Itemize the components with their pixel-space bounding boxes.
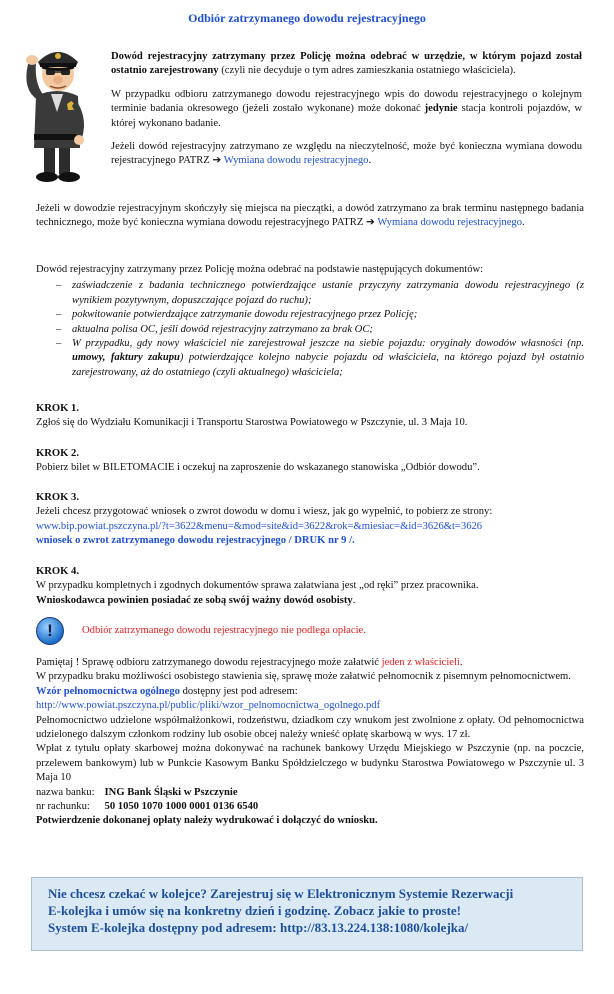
banner-line: E-kolejka i umów się na konkretny dzień i godzinę. Zobacz jakie to proste! [48, 902, 462, 918]
list-item-text: ) potwierdzające kolejno nabycie pojazdu od właściciela, na którego pojazd był ostatnio zarejestrowany, aż do ostatniego (czyli aktualnego) właściciela; [72, 352, 584, 378]
owner-highlight: jeden z właścicieli [381, 657, 460, 668]
list-item-emphasis: umowy, faktury zakupu [72, 352, 180, 364]
proxy-template-link[interactable]: Wzór pełnomocnictwa ogólnego [36, 685, 180, 697]
banner-link-line[interactable]: System E-kolejka dostępny pod adresem: http://83.13.224.138:1080/kolejka/ [48, 919, 469, 935]
step-heading: KROK 2. [36, 448, 79, 459]
punctuation: . [352, 594, 356, 606]
step-1 [36, 402, 584, 431]
stamps-text: Jeżeli w dowodzie rejestracyjnym skończyły się miejsca na pieczątki, a dowód zatrzymano za brak terminu następnego badania technicznego, może być konieczna wymiana dowodu rejestracyjnego PATRZ [36, 203, 584, 229]
documents-lead: Dowód rejestracyjny zatrzymany przez Policję można odebrać na podstawie następujących dokumentów: [36, 264, 484, 275]
dash-bullet: – [56, 323, 62, 335]
bank-value: ING Bank Śląski w Pszczynie [104, 786, 238, 798]
free-of-charge-notice: Odbiór zatrzymanego dowodu rejestracyjnego nie podlega opłacie. [82, 625, 366, 636]
e-queue-banner [31, 877, 583, 951]
intro-text: stacja kontroli pojazdów, w której wykonano badanie. [111, 103, 582, 129]
replacement-link[interactable]: Wymiana dowodu rejestracyjnego [221, 155, 369, 167]
payment-text: Wpłat z tytułu opłaty skarbowej można dokonywać na rachunek bankowy Urzędu Miejskiego w Pszczynie (np. na poczcie, przelewem bankowym) lub w Punkcie Kasowym Banku Spółdzielczego w budynku Starostwa Powiatowego w Pszczynie ul. 3 Maja 10 [36, 743, 584, 784]
step-text: Jeżeli chcesz przygotować wniosek o zwrot dowodu w domu i wiesz, jak go wypełnić, to pobierz ze strony: [36, 506, 493, 518]
proxy-pdf-link[interactable]: http://www.powiat.pszczyna.pl/public/pliki/wzor_pelnomocnictwa_ogolnego.pdf [36, 700, 381, 712]
step-text: Pobierz bilet w BILETOMACIE i oczekuj na zaproszenie do wskazanego stanowiska „Odbiór dowodu”. [36, 462, 480, 474]
cap-badge [55, 53, 61, 59]
intro-text: Jeżeli dowód rejestracyjny zatrzymano ze względu na nieczytelność, może być konieczna wymiana dowodu rejestracyjnego PATRZ [111, 141, 582, 167]
intro-paragraph-1 [111, 50, 582, 79]
dash-bullet: – [56, 309, 62, 321]
exclamation-glyph: ! [47, 621, 53, 640]
step-heading: KROK 1. [36, 403, 79, 414]
account-value: 50 1050 1070 1000 0001 0136 6540 [104, 801, 259, 813]
step-requirement [36, 594, 584, 608]
belt [34, 134, 80, 140]
bank-details [36, 786, 268, 815]
list-item-text: W przypadku, gdy nowy właściciel nie zarejestrował jeszcze na siebie pojazdu: oryginały dowodów własności (np. [72, 338, 584, 350]
documents-list [36, 279, 584, 380]
shoe-right [58, 172, 80, 182]
list-item-text: pokwitowanie potwierdzające zatrzymanie dowodu rejestracyjnego przez Policję; [72, 309, 418, 321]
list-item-text: aktualna polisa OC, jeśli dowód rejestracyjny zatrzymano za brak OC; [72, 323, 373, 335]
punctuation: . [522, 217, 525, 229]
page-title: Odbiór zatrzymanego dowodu rejestracyjnego [188, 11, 426, 25]
arrow-right-icon: ➔ [365, 217, 375, 229]
account-row [36, 800, 268, 814]
list-item [36, 323, 584, 337]
remember-text: Pamiętaj ! Sprawę odbioru zatrzymanego dowodu rejestracyjnego może załatwić [36, 657, 382, 668]
stamp-fee-text: Pełnomocnictwo udzielone współmałżonkowi, rodzeństwu, dziadkom czy wnukom jest zwolnione z opłaty. Od pełnomocnictwa udzielonego dalszym członkom rodziny lub osobie obcej należy wnieść opłatę skarbową w wys. 17 zł. [36, 714, 584, 741]
intro-paragraph-3 [111, 140, 582, 169]
intro-bold-text: Dowód rejestracyjny zatrzymany przez Policję można odebrać w urzędzie, w którym pojazd został ostatnio zarejestrowany [111, 51, 582, 77]
intro-block [111, 50, 582, 169]
remember-text: dostępny jest pod adresem: [179, 685, 298, 697]
form-download-link[interactable]: wniosek o zwrot zatrzymanego dowodu rejestracyjnego / DRUK nr 9 /. [36, 535, 355, 547]
proxy-template-line [36, 685, 584, 699]
nose [53, 76, 63, 84]
intro-emphasis: jedynie [424, 103, 458, 115]
leg-left [44, 144, 55, 174]
remember-line [36, 656, 584, 670]
list-item [36, 279, 584, 308]
resting-hand [74, 135, 84, 145]
banner-line: Nie chcesz czekać w kolejce? Zarejestruj się w Elektronicznym Systemie Rezerwacji [48, 886, 514, 901]
step-text: Zgłoś się do Wydziału Komunikacji i Transportu Starostwa Powiatowego w Pszczynie, ul. 3 Maja 10. [36, 417, 468, 429]
punctuation: . [459, 657, 463, 668]
bank-row [36, 786, 268, 800]
arrow-right-icon: ➔ [212, 155, 222, 167]
list-item-text: zaświadczenie z badania technicznego potwierdzające ustanie przyczyny zatrzymania dowodu rejestracyjnego (z wynikiem pozytywnym, dopuszczające pojazd do ruchu); [72, 280, 584, 306]
bip-url-link[interactable]: www.bip.powiat.pszczyna.pl/?t=3622&menu=&mod=site&id=3622&rok=&miesiac=&id=3626&t=3626 [36, 520, 483, 532]
dash-bullet: – [56, 280, 62, 292]
step-heading: KROK 4. [36, 566, 79, 577]
cap-band [40, 63, 76, 67]
remember-section [36, 656, 584, 829]
intro-rest-text: (czyli nie decyduje o tym adres zamieszkania ostatniego właściciela). [218, 65, 516, 77]
list-item [36, 337, 584, 380]
punctuation: . [368, 155, 372, 167]
list-item [36, 308, 584, 322]
step-2 [36, 447, 584, 476]
documents-section [36, 263, 584, 380]
proxy-text: W przypadku braku możliwości osobistego stawienia się, sprawę może załatwić pełnomocnik z pisemnym pełnomocnictwem. [36, 671, 571, 683]
intro-paragraph-2 [111, 88, 582, 131]
step-3 [36, 491, 584, 549]
stamps-paragraph [36, 202, 584, 231]
saluting-hand [26, 55, 38, 65]
replacement-link[interactable]: Wymiana dowodu rejestracyjnego [374, 217, 522, 229]
step-4 [36, 565, 584, 608]
leg-right [59, 144, 70, 174]
confirmation-note: Potwierdzenie dokonanej opłaty należy wydrukować i dołączyć do wniosku. [36, 815, 378, 827]
shoe-left [36, 172, 58, 182]
bank-label: nazwa banku: [36, 786, 95, 798]
step-text: W przypadku kompletnych i zgodnych dokumentów sprawa załatwiana jest „od ręki” przez pracownika. [36, 580, 479, 592]
dash-bullet: – [56, 338, 62, 350]
step-heading: KROK 3. [36, 492, 79, 503]
requirement-bold: Wnioskodawca powinien posiadać ze sobą swój ważny dowód osobisty [36, 594, 353, 606]
intro-text: W przypadku odbioru zatrzymanego dowodu rejestracyjnego wpis do dowodu rejestracyjnego o kolejnym terminie badania okresowego (jeżeli zostało wykonane) może dokonać [111, 88, 582, 115]
policeman-mascot-illustration [14, 34, 104, 184]
account-label: nr rachunku: [36, 801, 90, 813]
exclamation-info-icon [36, 617, 64, 645]
